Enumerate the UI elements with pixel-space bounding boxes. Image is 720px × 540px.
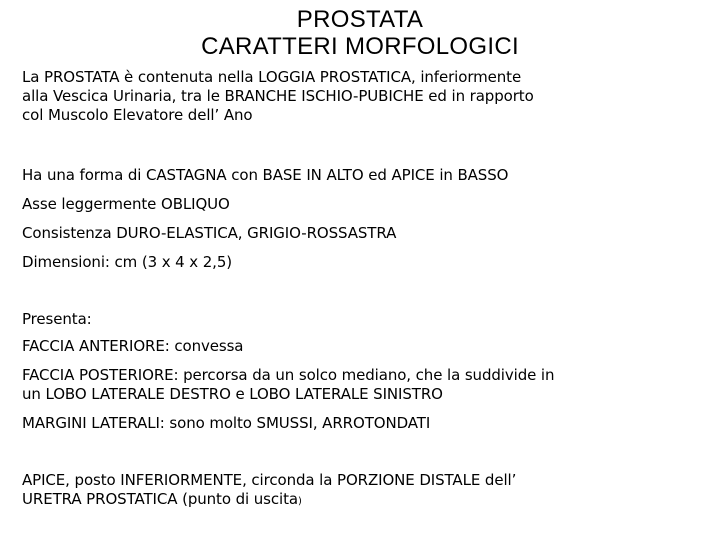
slide-title	[0, 6, 720, 60]
anterior-face-text: FACCIA ANTERIORE: convessa	[22, 337, 244, 355]
shape-text: Ha una forma di CASTAGNA con BASE IN ALTO ed APICE in BASSO	[22, 166, 509, 184]
consistency-text: Consistenza DURO-ELASTICA, GRIGIO-ROSSASTRA	[22, 224, 397, 242]
intro-line-1: La PROSTATA è contenuta nella LOGGIA PROSTATICA, inferiormente	[22, 68, 522, 86]
posterior-face-line-2: un LOBO LATERALE DESTRO e LOBO LATERALE SINISTRO	[22, 385, 443, 403]
axis-text: Asse leggermente OBLIQUO	[22, 195, 230, 213]
posterior-face-line-1: FACCIA POSTERIORE: percorsa da un solco mediano, che la suddivide in	[22, 366, 555, 384]
apex-line-2-end: )	[297, 496, 302, 507]
intro-line-2: alla Vescica Urinaria, tra le BRANCHE ISCHIO-PUBICHE ed in rapporto	[22, 87, 534, 105]
intro-line-3: col Muscolo Elevatore dell’ Ano	[22, 106, 253, 124]
apex-line-1: APICE, posto INFERIORMENTE, circonda la PORZIONE DISTALE dell’	[22, 471, 517, 489]
title-line-1: PROSTATA	[296, 6, 424, 33]
lateral-margins-text: MARGINI LATERALI: sono molto SMUSSI, ARROTONDATI	[22, 414, 431, 432]
apex-line-2-main: URETRA PROSTATICA (punto di uscita	[22, 490, 298, 508]
dimensions-text: Dimensioni: cm (3 x 4 x 2,5)	[22, 253, 233, 271]
title-line-2: CARATTERI MORFOLOGICI	[201, 33, 519, 60]
apex-line-2	[22, 490, 702, 511]
presents-heading: Presenta:	[22, 310, 92, 328]
